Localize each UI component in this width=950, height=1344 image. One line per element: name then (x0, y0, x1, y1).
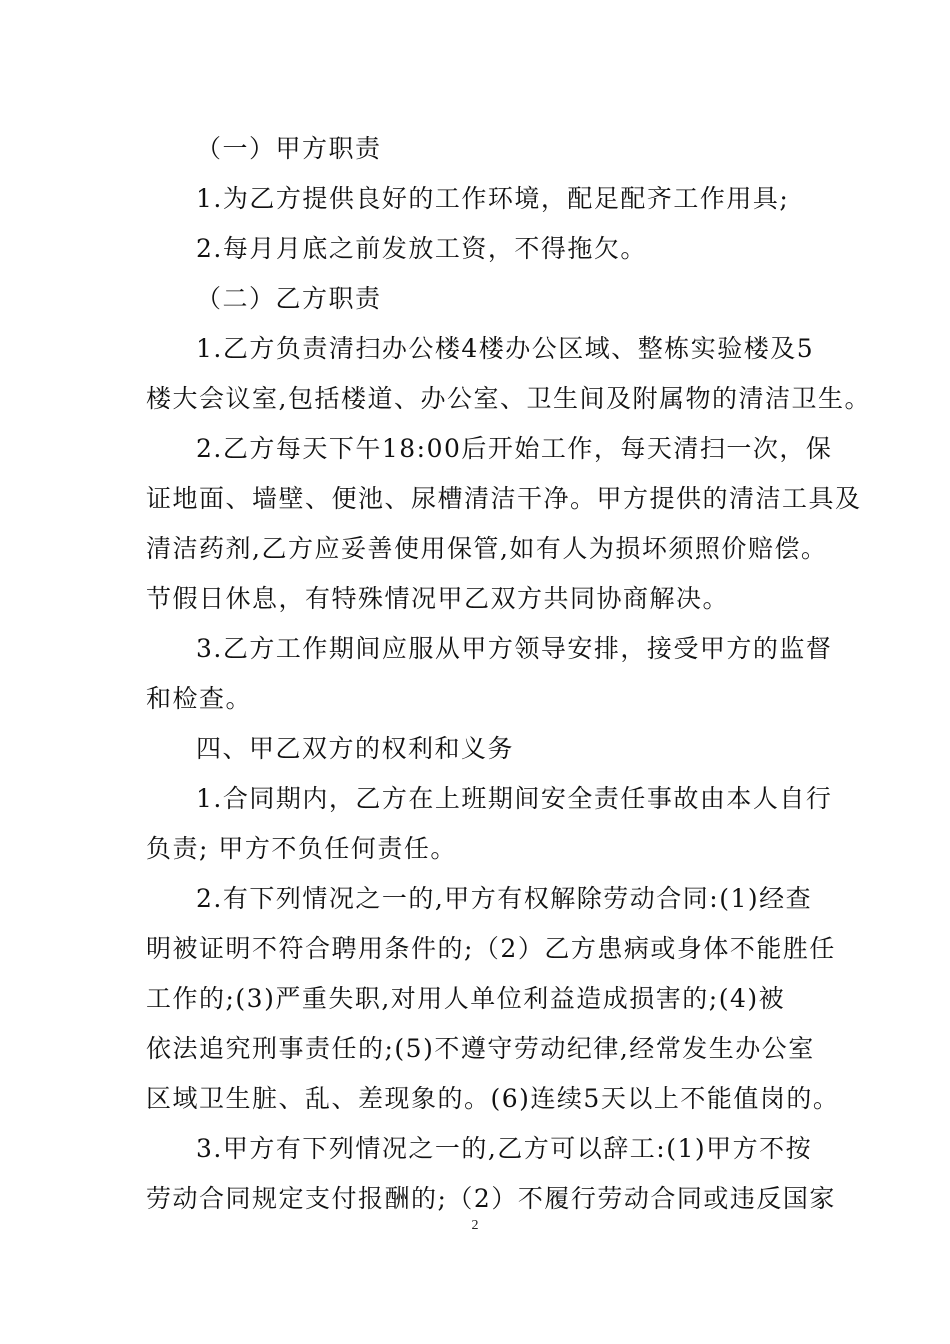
paragraph-line: 3.甲方有下列情况之一的,乙方可以辞工:(1)甲方不按 (196, 1134, 813, 1163)
paragraph-line: 2.有下列情况之一的,甲方有权解除劳动合同:(1)经查 (196, 884, 813, 913)
paragraph-line: 2.乙方每天下午18:00后开始工作，每天清扫一次，保 (196, 434, 833, 463)
paragraph-line: 3.乙方工作期间应服从甲方领导安排，接受甲方的监督 (196, 634, 833, 663)
section-heading-rights-obligations: 四、甲乙双方的权利和义务 (196, 734, 515, 763)
paragraph-line: 明被证明不符合聘用条件的;（2）乙方患病或身体不能胜任 (146, 934, 836, 963)
paragraph-line: 1.合同期内，乙方在上班期间安全责任事故由本人自行 (196, 784, 833, 813)
page-number: 2 (471, 1218, 479, 1233)
paragraph-line: 1.为乙方提供良好的工作环境，配足配齐工作用具; (196, 184, 790, 213)
paragraph-line: 负责; 甲方不负任何责任。 (146, 834, 457, 863)
paragraph-line: 清洁药剂,乙方应妥善使用保管,如有人为损坏须照价赔偿。 (146, 534, 828, 563)
paragraph-line: 工作的;(3)严重失职,对用人单位利益造成损害的;(4)被 (146, 984, 786, 1013)
paragraph-line: 2.每月月底之前发放工资，不得拖欠。 (196, 234, 647, 263)
paragraph-line: 依法追究刑事责任的;(5)不遵守劳动纪律,经常发生办公室 (146, 1034, 815, 1063)
section-heading-party-a: （一）甲方职责 (196, 134, 382, 163)
paragraph-line: 节假日休息，有特殊情况甲乙双方共同协商解决。 (146, 584, 730, 613)
paragraph-line: 1.乙方负责清扫办公楼4楼办公区域、整栋实验楼及5 (196, 334, 815, 363)
paragraph-line: 证地面、墙壁、便池、尿槽清洁干净。甲方提供的清洁工具及 (146, 484, 862, 513)
document-body (146, 124, 871, 1224)
paragraph-line: 和检查。 (146, 684, 253, 713)
paragraph-line: 劳动合同规定支付报酬的;（2）不履行劳动合同或违反国家 (146, 1184, 836, 1213)
section-heading-party-b: （二）乙方职责 (196, 284, 382, 313)
paragraph-line: 楼大会议室,包括楼道、办公室、卫生间及附属物的清洁卫生。 (146, 384, 871, 413)
paragraph-line: 区域卫生脏、乱、差现象的。(6)连续5天以上不能值岗的。 (146, 1084, 840, 1113)
